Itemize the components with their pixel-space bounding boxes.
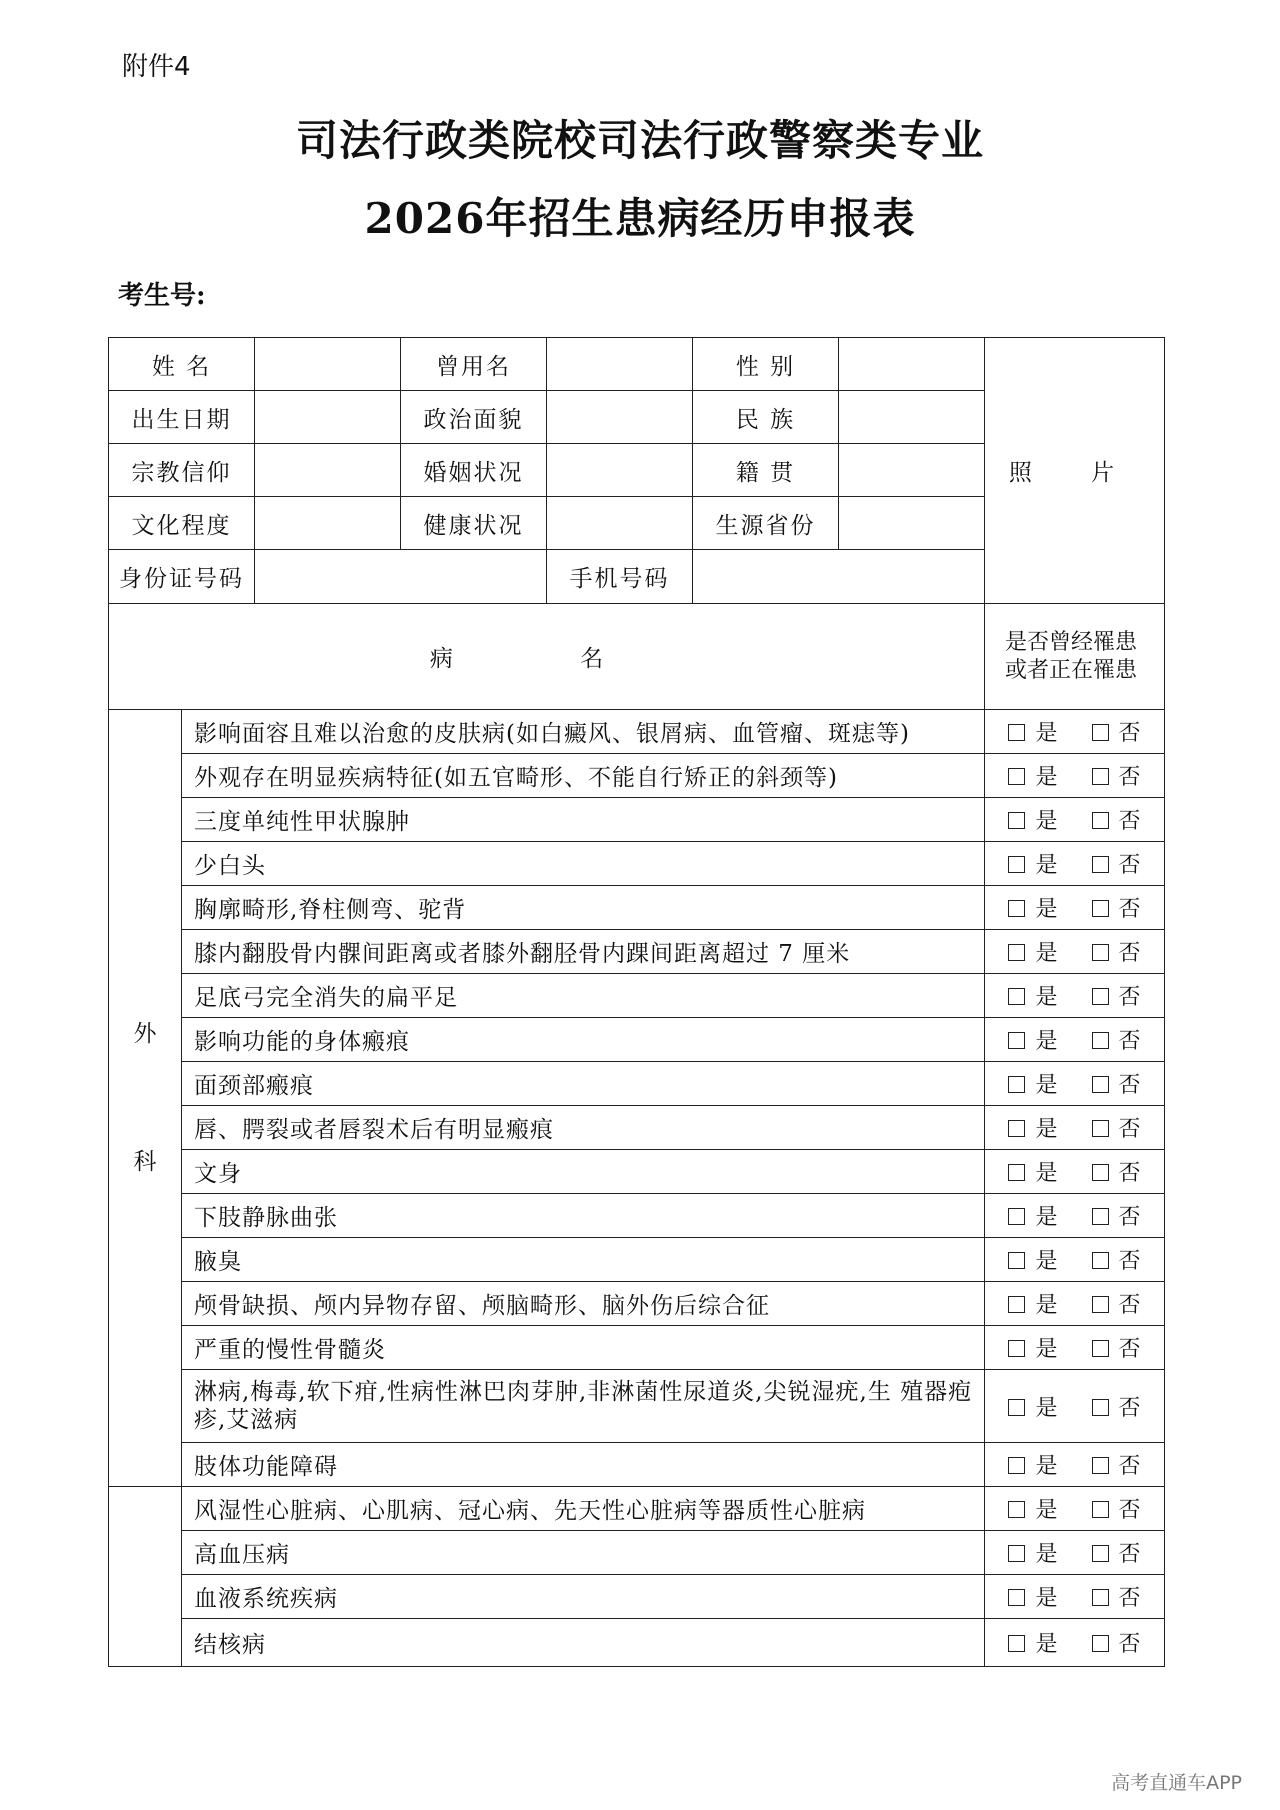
yes-label: 是 xyxy=(1035,1161,1058,1186)
disease-name: 结核病 xyxy=(182,1619,985,1667)
yes-checkbox[interactable] xyxy=(1008,768,1025,785)
yes-checkbox[interactable] xyxy=(1008,1164,1025,1181)
label-ethnicity: 民 族 xyxy=(693,391,839,444)
disease-name: 足底弓完全消失的扁平足 xyxy=(182,974,985,1018)
yes-checkbox[interactable] xyxy=(1008,856,1025,873)
yes-label: 是 xyxy=(1035,1293,1058,1318)
no-label: 否 xyxy=(1118,765,1141,790)
disease-name: 风湿性心脏病、心肌病、冠心病、先天性心脏病等器质性心脏病 xyxy=(182,1487,985,1531)
field-id-number[interactable] xyxy=(255,550,547,604)
label-political-status: 政治面貌 xyxy=(401,391,547,444)
disease-name: 血液系统疾病 xyxy=(182,1575,985,1619)
label-health-status: 健康状况 xyxy=(401,497,547,550)
field-gender[interactable] xyxy=(839,338,985,391)
field-marital-status[interactable] xyxy=(547,444,693,497)
label-name: 姓 名 xyxy=(109,338,255,391)
disease-row xyxy=(109,842,1165,886)
label-marital-status: 婚姻状况 xyxy=(401,444,547,497)
yes-checkbox[interactable] xyxy=(1008,812,1025,829)
watermark: 高考直通车APP xyxy=(1111,1772,1242,1794)
disease-name: 影响面容且难以治愈的皮肤病(如白癜风、银屑病、血管瘤、斑痣等) xyxy=(182,710,985,754)
disease-row xyxy=(109,1575,1165,1619)
yes-checkbox[interactable] xyxy=(1008,1545,1025,1562)
yes-label: 是 xyxy=(1035,853,1058,878)
form-title-line-2: 2026年招生患病经历申报表 xyxy=(364,194,916,243)
yes-label: 是 xyxy=(1035,1586,1058,1611)
disease-row xyxy=(109,1282,1165,1326)
yes-no-options xyxy=(985,1282,1165,1326)
field-ethnicity[interactable] xyxy=(839,391,985,444)
yes-checkbox[interactable] xyxy=(1008,1589,1025,1606)
yes-label: 是 xyxy=(1035,1117,1058,1142)
no-label: 否 xyxy=(1118,1205,1141,1230)
label-education: 文化程度 xyxy=(109,497,255,550)
no-label: 否 xyxy=(1118,1029,1141,1054)
yes-label: 是 xyxy=(1035,1454,1058,1479)
yes-label: 是 xyxy=(1035,809,1058,834)
label-native-place: 籍 贯 xyxy=(693,444,839,497)
disease-row xyxy=(109,1194,1165,1238)
photo-box[interactable]: 照 片 xyxy=(985,338,1165,604)
no-label: 否 xyxy=(1118,985,1141,1010)
no-checkbox[interactable] xyxy=(1092,1501,1109,1518)
yes-checkbox[interactable] xyxy=(1008,1635,1025,1652)
yes-no-options xyxy=(985,754,1165,798)
yes-no-options xyxy=(985,930,1165,974)
no-checkbox[interactable] xyxy=(1092,1252,1109,1269)
yes-no-options xyxy=(985,886,1165,930)
internal-body-category-cell xyxy=(109,1487,182,1667)
yes-no-options xyxy=(985,1194,1165,1238)
surgery-section xyxy=(109,710,1165,1487)
disease-row xyxy=(109,930,1165,974)
yes-checkbox[interactable] xyxy=(1008,1340,1025,1357)
yes-no-options xyxy=(985,1531,1165,1575)
no-label: 否 xyxy=(1118,941,1141,966)
disease-row xyxy=(109,1326,1165,1370)
no-label: 否 xyxy=(1118,809,1141,834)
disease-row xyxy=(109,1238,1165,1282)
no-label: 否 xyxy=(1118,721,1141,746)
field-health-status[interactable] xyxy=(547,497,693,550)
yes-label: 是 xyxy=(1035,1029,1058,1054)
disease-row xyxy=(109,1443,1165,1487)
disease-row xyxy=(109,1487,1165,1531)
no-label: 否 xyxy=(1118,853,1141,878)
yes-checkbox[interactable] xyxy=(1008,1208,1025,1225)
disease-row xyxy=(109,1370,1165,1443)
no-label: 否 xyxy=(1118,1337,1141,1362)
no-checkbox[interactable] xyxy=(1092,1340,1109,1357)
disease-row xyxy=(109,798,1165,842)
category-label: 外 xyxy=(133,1021,157,1047)
yes-label: 是 xyxy=(1035,721,1058,746)
label-birth-date: 出生日期 xyxy=(109,391,255,444)
no-label: 否 xyxy=(1118,1542,1141,1567)
no-checkbox[interactable] xyxy=(1092,856,1109,873)
yes-label: 是 xyxy=(1035,897,1058,922)
yes-label: 是 xyxy=(1035,1249,1058,1274)
disease-name: 下肢静脉曲张 xyxy=(182,1194,985,1238)
yes-label: 是 xyxy=(1035,1205,1058,1230)
yes-checkbox[interactable] xyxy=(1008,1399,1025,1416)
no-checkbox[interactable] xyxy=(1092,944,1109,961)
disease-name: 唇、腭裂或者唇裂术后有明显瘢痕 xyxy=(182,1106,985,1150)
yes-checkbox[interactable] xyxy=(1008,724,1025,741)
yes-no-options xyxy=(985,1238,1165,1282)
disease-name: 高血压病 xyxy=(182,1531,985,1575)
yes-label: 是 xyxy=(1035,1073,1058,1098)
disease-row xyxy=(109,1106,1165,1150)
yes-no-options xyxy=(985,1487,1165,1531)
no-checkbox[interactable] xyxy=(1092,724,1109,741)
disease-row xyxy=(109,1062,1165,1106)
no-label: 否 xyxy=(1118,1498,1141,1523)
yes-no-options xyxy=(985,974,1165,1018)
disease-row xyxy=(109,1531,1165,1575)
no-label: 否 xyxy=(1118,1293,1141,1318)
no-label: 否 xyxy=(1118,1632,1141,1657)
yes-checkbox[interactable] xyxy=(1008,1501,1025,1518)
yes-checkbox[interactable] xyxy=(1008,1457,1025,1474)
yes-checkbox[interactable] xyxy=(1008,944,1025,961)
yes-checkbox[interactable] xyxy=(1008,988,1025,1005)
disease-name: 文身 xyxy=(182,1150,985,1194)
attachment-label: 附件4 xyxy=(122,52,191,82)
yes-label: 是 xyxy=(1035,985,1058,1010)
category-label: 科 xyxy=(133,1149,157,1175)
disease-row xyxy=(109,1018,1165,1062)
form-title-line-1: 司法行政类院校司法行政警察类专业 xyxy=(295,116,984,165)
yes-no-options xyxy=(985,710,1165,754)
yes-no-options xyxy=(985,1326,1165,1370)
yes-label: 是 xyxy=(1035,1632,1058,1657)
label-religion: 宗教信仰 xyxy=(109,444,255,497)
no-label: 否 xyxy=(1118,1249,1141,1274)
disease-name: 三度单纯性甲状腺肿 xyxy=(182,798,985,842)
yes-no-options xyxy=(985,1370,1165,1443)
yes-label: 是 xyxy=(1035,1498,1058,1523)
no-checkbox[interactable] xyxy=(1092,1120,1109,1137)
no-label: 否 xyxy=(1118,897,1141,922)
field-education[interactable] xyxy=(255,497,401,550)
yes-label: 是 xyxy=(1035,1542,1058,1567)
disease-name: 胸廓畸形,脊柱侧弯、驼背 xyxy=(182,886,985,930)
yes-no-options xyxy=(985,1106,1165,1150)
disease-name: 少白头 xyxy=(182,842,985,886)
disease-row xyxy=(109,710,1165,754)
no-checkbox[interactable] xyxy=(1092,812,1109,829)
disease-name: 淋病,梅毒,软下疳,性病性淋巴肉芽肿,非淋菌性尿道炎,尖锐湿疣,生 殖器疱疹,艾滋病 xyxy=(182,1370,985,1443)
no-checkbox[interactable] xyxy=(1092,1635,1109,1652)
disease-row xyxy=(109,754,1165,798)
disease-name: 腋臭 xyxy=(182,1238,985,1282)
no-checkbox[interactable] xyxy=(1092,1457,1109,1474)
yes-checkbox[interactable] xyxy=(1008,1120,1025,1137)
disease-name: 膝内翻股骨内髁间距离或者膝外翻胫骨内踝间距离超过 7 厘米 xyxy=(182,930,985,974)
surgery-body-category-cell xyxy=(109,710,182,1487)
label-gender: 性 别 xyxy=(693,338,839,391)
field-native-place[interactable] xyxy=(839,444,985,497)
declaration-form-table xyxy=(108,337,1165,1667)
disease-name: 严重的慢性骨髓炎 xyxy=(182,1326,985,1370)
yes-checkbox[interactable] xyxy=(1008,900,1025,917)
no-label: 否 xyxy=(1118,1395,1141,1421)
field-former-name[interactable] xyxy=(547,338,693,391)
yes-no-options xyxy=(985,1575,1165,1619)
internal-medicine-section xyxy=(109,1487,1165,1667)
yes-no-options xyxy=(985,1018,1165,1062)
no-label: 否 xyxy=(1118,1454,1141,1479)
field-birth-date[interactable] xyxy=(255,391,401,444)
no-checkbox[interactable] xyxy=(1092,1589,1109,1606)
label-former-name: 曾用名 xyxy=(401,338,547,391)
field-religion[interactable] xyxy=(255,444,401,497)
yes-checkbox[interactable] xyxy=(1008,1076,1025,1093)
no-checkbox[interactable] xyxy=(1092,1545,1109,1562)
yes-label: 是 xyxy=(1035,765,1058,790)
disease-row xyxy=(109,1150,1165,1194)
no-label: 否 xyxy=(1118,1073,1141,1098)
no-checkbox[interactable] xyxy=(1092,1399,1109,1416)
yes-no-options xyxy=(985,1150,1165,1194)
history-question-header: 是否曾经罹患 或者正在罹患 xyxy=(985,604,1165,710)
field-name[interactable] xyxy=(255,338,401,391)
yes-no-options xyxy=(985,842,1165,886)
field-source-province[interactable] xyxy=(839,497,985,550)
yes-label: 是 xyxy=(1035,1395,1058,1421)
disease-row xyxy=(109,974,1165,1018)
yes-no-options xyxy=(985,1619,1165,1667)
no-checkbox[interactable] xyxy=(1092,900,1109,917)
label-source-province: 生源省份 xyxy=(693,497,839,550)
disease-row xyxy=(109,1619,1165,1667)
no-checkbox[interactable] xyxy=(1092,1076,1109,1093)
field-phone[interactable] xyxy=(693,550,985,604)
yes-no-options xyxy=(985,1062,1165,1106)
yes-no-options xyxy=(985,798,1165,842)
disease-name: 面颈部瘢痕 xyxy=(182,1062,985,1106)
yes-label: 是 xyxy=(1035,1337,1058,1362)
disease-row xyxy=(109,886,1165,930)
exam-number-label: 考生号: xyxy=(118,281,206,311)
no-checkbox[interactable] xyxy=(1092,1032,1109,1049)
yes-label: 是 xyxy=(1035,941,1058,966)
no-label: 否 xyxy=(1118,1117,1141,1142)
yes-checkbox[interactable] xyxy=(1008,1252,1025,1269)
yes-checkbox[interactable] xyxy=(1008,1296,1025,1313)
no-checkbox[interactable] xyxy=(1092,988,1109,1005)
disease-name: 影响功能的身体瘢痕 xyxy=(182,1018,985,1062)
label-phone: 手机号码 xyxy=(547,550,693,604)
no-label: 否 xyxy=(1118,1161,1141,1186)
no-checkbox[interactable] xyxy=(1092,1164,1109,1181)
disease-name-header: 病 名 xyxy=(109,604,985,710)
no-checkbox[interactable] xyxy=(1092,768,1109,785)
yes-checkbox[interactable] xyxy=(1008,1032,1025,1049)
yes-no-options xyxy=(985,1443,1165,1487)
label-id-number: 身份证号码 xyxy=(109,550,255,604)
no-label: 否 xyxy=(1118,1586,1141,1611)
no-checkbox[interactable] xyxy=(1092,1208,1109,1225)
disease-name: 颅骨缺损、颅内异物存留、颅脑畸形、脑外伤后综合征 xyxy=(182,1282,985,1326)
field-political-status[interactable] xyxy=(547,391,693,444)
no-checkbox[interactable] xyxy=(1092,1296,1109,1313)
disease-name: 外观存在明显疾病特征(如五官畸形、不能自行矫正的斜颈等) xyxy=(182,754,985,798)
disease-name: 肢体功能障碍 xyxy=(182,1443,985,1487)
